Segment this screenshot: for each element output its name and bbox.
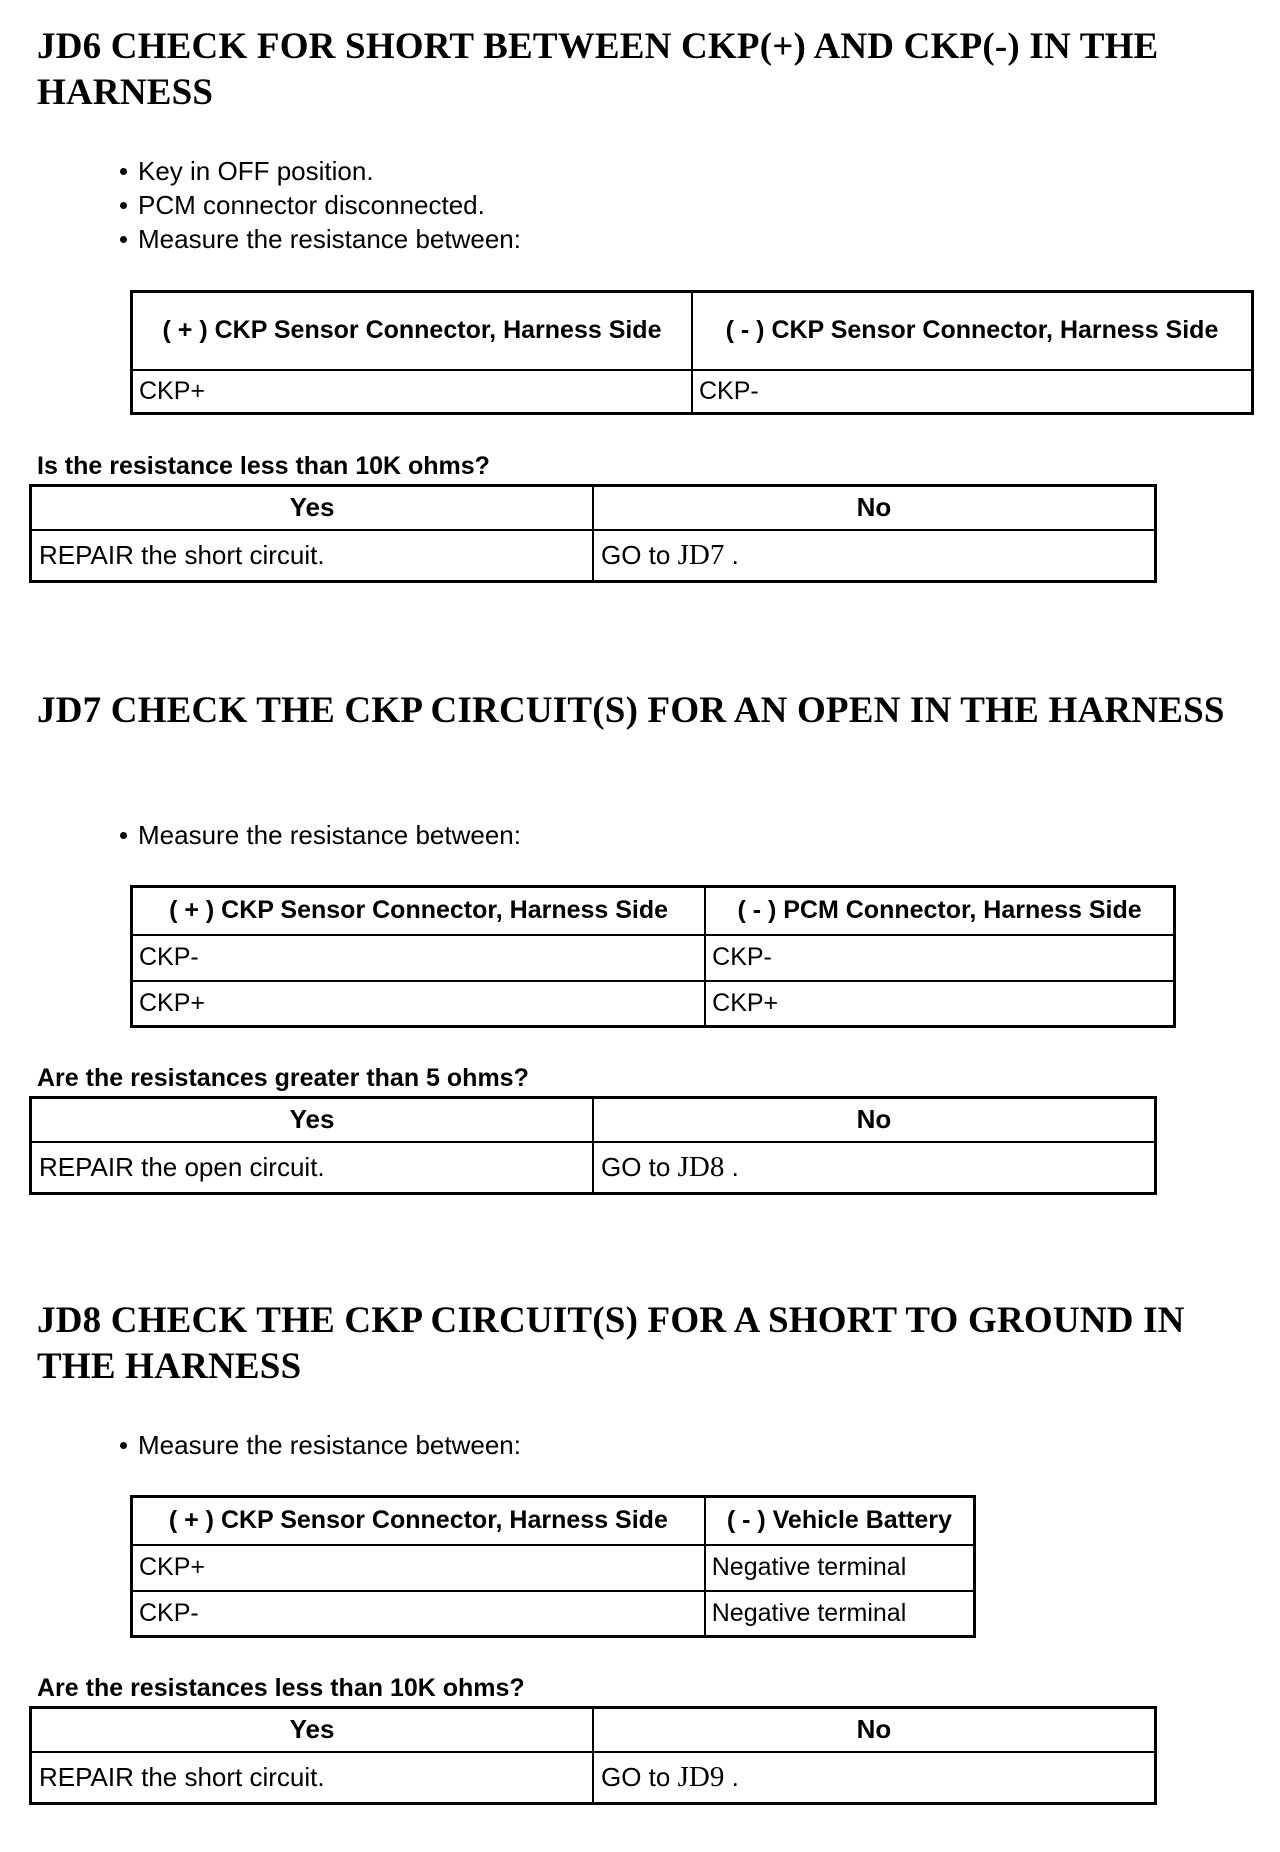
goto-jd9-link[interactable]: JD9 bbox=[677, 1760, 725, 1793]
table-cell: CKP+ bbox=[705, 981, 1174, 1027]
table-cell: CKP- bbox=[692, 370, 1253, 414]
jd6-instructions bbox=[120, 154, 521, 256]
bullet-icon bbox=[120, 168, 127, 175]
goto-jd7-link[interactable]: JD7 bbox=[677, 538, 725, 571]
bullet-icon bbox=[120, 236, 127, 243]
table-row bbox=[31, 1752, 1156, 1804]
instruction-item: PCM connector disconnected. bbox=[120, 188, 521, 222]
jd7-question: Are the resistances greater than 5 ohms? bbox=[37, 1064, 529, 1092]
jd8-title: JD8 CHECK THE CKP CIRCUIT(S) FOR A SHORT TO GROUND IN THE HARNESS bbox=[37, 1300, 1185, 1387]
table-cell: Negative terminal bbox=[705, 1591, 975, 1637]
no-header: No bbox=[593, 1708, 1156, 1752]
table-row bbox=[132, 935, 1175, 981]
no-header: No bbox=[593, 486, 1156, 530]
instruction-item: Measure the resistance between: bbox=[120, 1428, 521, 1462]
table-cell: Negative terminal bbox=[705, 1545, 975, 1591]
instruction-item: Key in OFF position. bbox=[120, 154, 521, 188]
yes-header: Yes bbox=[31, 1708, 594, 1752]
goto-jd8-link[interactable]: JD8 bbox=[677, 1150, 725, 1183]
no-action: GO to JD8 . bbox=[593, 1142, 1156, 1194]
no-action: GO to JD7 . bbox=[593, 530, 1156, 582]
table-row bbox=[31, 530, 1156, 582]
jd6-title: JD6 CHECK FOR SHORT BETWEEN CKP(+) AND CKP(-) IN THE HARNESS bbox=[37, 26, 1159, 113]
bullet-icon bbox=[120, 1442, 127, 1449]
table-cell: CKP+ bbox=[132, 370, 693, 414]
yes-action: REPAIR the short circuit. bbox=[31, 1752, 594, 1804]
jd7-answer-table bbox=[29, 1096, 1157, 1195]
table-cell: CKP- bbox=[132, 935, 706, 981]
table-header: ( - ) PCM Connector, Harness Side bbox=[705, 887, 1174, 935]
yes-header: Yes bbox=[31, 486, 594, 530]
jd6-answer-table bbox=[29, 484, 1157, 583]
bullet-icon bbox=[120, 832, 127, 839]
table-row bbox=[132, 1591, 975, 1637]
jd8-answer-table bbox=[29, 1706, 1157, 1805]
table-header: ( - ) CKP Sensor Connector, Harness Side bbox=[692, 292, 1253, 370]
jd8-instructions bbox=[120, 1428, 521, 1462]
table-header: ( + ) CKP Sensor Connector, Harness Side bbox=[132, 292, 693, 370]
table-cell: CKP+ bbox=[132, 981, 706, 1027]
yes-header: Yes bbox=[31, 1098, 594, 1142]
no-action: GO to JD9 . bbox=[593, 1752, 1156, 1804]
table-row bbox=[132, 370, 1253, 414]
jd6-measurement-table bbox=[130, 290, 1254, 415]
bullet-icon bbox=[120, 202, 127, 209]
table-row bbox=[132, 1545, 975, 1591]
table-cell: CKP+ bbox=[132, 1545, 705, 1591]
table-header: ( - ) Vehicle Battery bbox=[705, 1497, 975, 1545]
jd8-question: Are the resistances less than 10K ohms? bbox=[37, 1674, 525, 1702]
jd6-question: Is the resistance less than 10K ohms? bbox=[37, 452, 490, 480]
instruction-item: Measure the resistance between: bbox=[120, 818, 521, 852]
yes-action: REPAIR the short circuit. bbox=[31, 530, 594, 582]
jd8-measurement-table bbox=[130, 1495, 976, 1638]
table-header: ( + ) CKP Sensor Connector, Harness Side bbox=[132, 1497, 705, 1545]
table-cell: CKP- bbox=[132, 1591, 705, 1637]
instruction-item: Measure the resistance between: bbox=[120, 222, 521, 256]
table-header: ( + ) CKP Sensor Connector, Harness Side bbox=[132, 887, 706, 935]
jd7-instructions bbox=[120, 818, 521, 852]
yes-action: REPAIR the open circuit. bbox=[31, 1142, 594, 1194]
table-cell: CKP- bbox=[705, 935, 1174, 981]
table-row bbox=[132, 981, 1175, 1027]
no-header: No bbox=[593, 1098, 1156, 1142]
table-row bbox=[31, 1142, 1156, 1194]
jd7-title: JD7 CHECK THE CKP CIRCUIT(S) FOR AN OPEN IN THE HARNESS bbox=[37, 690, 1225, 731]
jd7-measurement-table bbox=[130, 885, 1176, 1028]
